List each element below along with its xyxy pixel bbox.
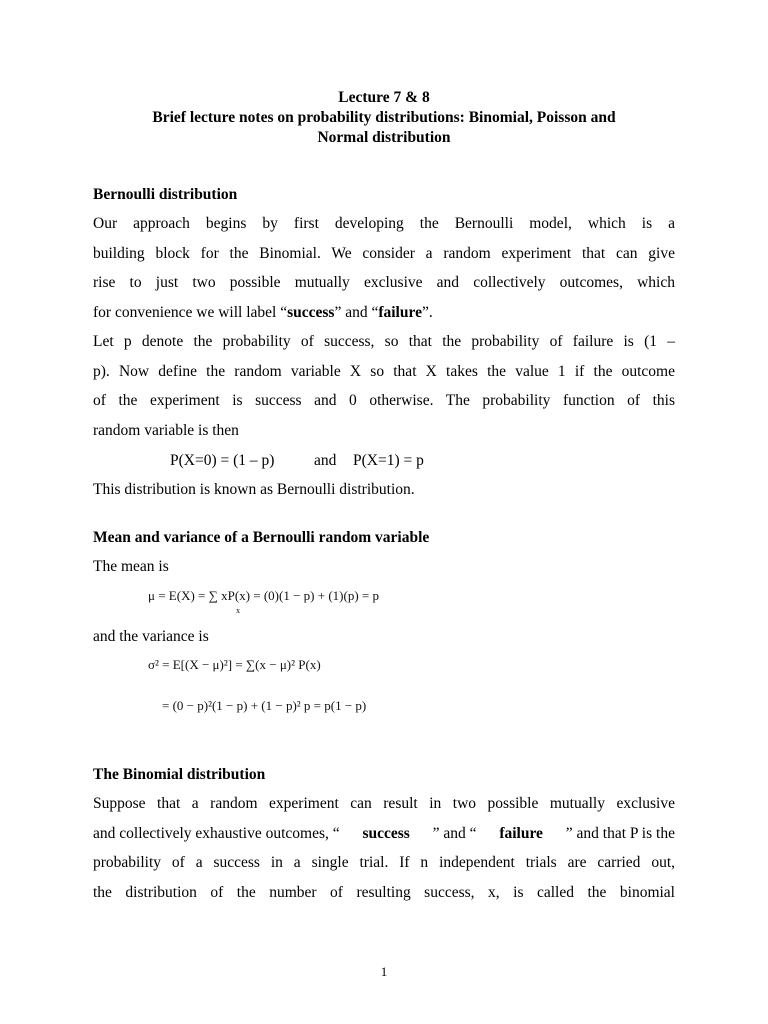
bernoulli-closing: This distribution is known as Bernoulli distribution. xyxy=(93,481,415,498)
variance-formula-expansion: = (0 − p)²(1 − p) + (1 − p)² p = p(1 − p) xyxy=(162,698,367,713)
binomial-para-line: probability of a success in a single trial. If n independent trials are carried out, xyxy=(93,854,675,871)
binomial-para-line: and collectively exhaustive outcomes, “ success ” and “ failure ” and that P is the xyxy=(93,825,675,842)
page-number: 1 xyxy=(380,964,388,979)
bernoulli-para2-line: Let p denote the probability of success, so that the probability of failure is (1 – xyxy=(93,333,675,350)
bernoulli-heading: Bernoulli distribution xyxy=(93,186,238,203)
mean-formula: μ = E(X) = ∑ xP(x) = (0)(1 − p) + (1)(p) = p xyxy=(148,588,379,603)
bernoulli-para-line: rise to just two possible mutually exclusive and collectively outcomes, which xyxy=(93,274,675,291)
binomial-para-line: the distribution of the number of resulting success, x, is called the binomial xyxy=(93,884,675,901)
bernoulli-eq-left: P(X=0) = (1 – p) xyxy=(170,452,275,469)
mean-variance-heading: Mean and variance of a Bernoulli random variable xyxy=(93,529,430,546)
failure-term: failure xyxy=(378,304,422,321)
bernoulli-para2-line: random variable is then xyxy=(93,422,239,439)
bernoulli-eq-and: and xyxy=(314,452,337,469)
bernoulli-para-line: for convenience we will label “success” and “failure”. xyxy=(93,304,433,321)
lecture-subtitle: Brief lecture notes on probability distributions: Binomial, Poisson and xyxy=(152,109,616,126)
sum-index: x xyxy=(236,606,240,615)
success-term: success xyxy=(362,825,410,842)
binomial-heading: The Binomial distribution xyxy=(93,766,266,783)
title-block xyxy=(0,88,768,148)
bernoulli-para-line: building block for the Binomial. We consider a random experiment that can give xyxy=(93,245,675,262)
lecture-subtitle-cont: Normal distribution xyxy=(317,129,451,146)
bernoulli-para-line: Our approach begins by first developing the Bernoulli model, which is a xyxy=(93,215,675,232)
mean-label: The mean is xyxy=(93,558,169,575)
failure-term: failure xyxy=(499,825,543,842)
bernoulli-eq-right: P(X=1) = p xyxy=(353,452,424,469)
success-term: success xyxy=(287,304,335,321)
binomial-para-line: Suppose that a random experiment can result in two possible mutually exclusive xyxy=(93,795,675,812)
lecture-title: Lecture 7 & 8 xyxy=(338,89,430,106)
variance-label: and the variance is xyxy=(93,628,209,645)
bernoulli-para2-line: of the experiment is success and 0 otherwise. The probability function of this xyxy=(93,392,675,409)
variance-formula: σ² = E[(X − μ)²] = ∑(x − μ)² P(x) xyxy=(148,657,321,672)
bernoulli-para2-line: p). Now define the random variable X so that X takes the value 1 if the outcome xyxy=(93,363,675,380)
